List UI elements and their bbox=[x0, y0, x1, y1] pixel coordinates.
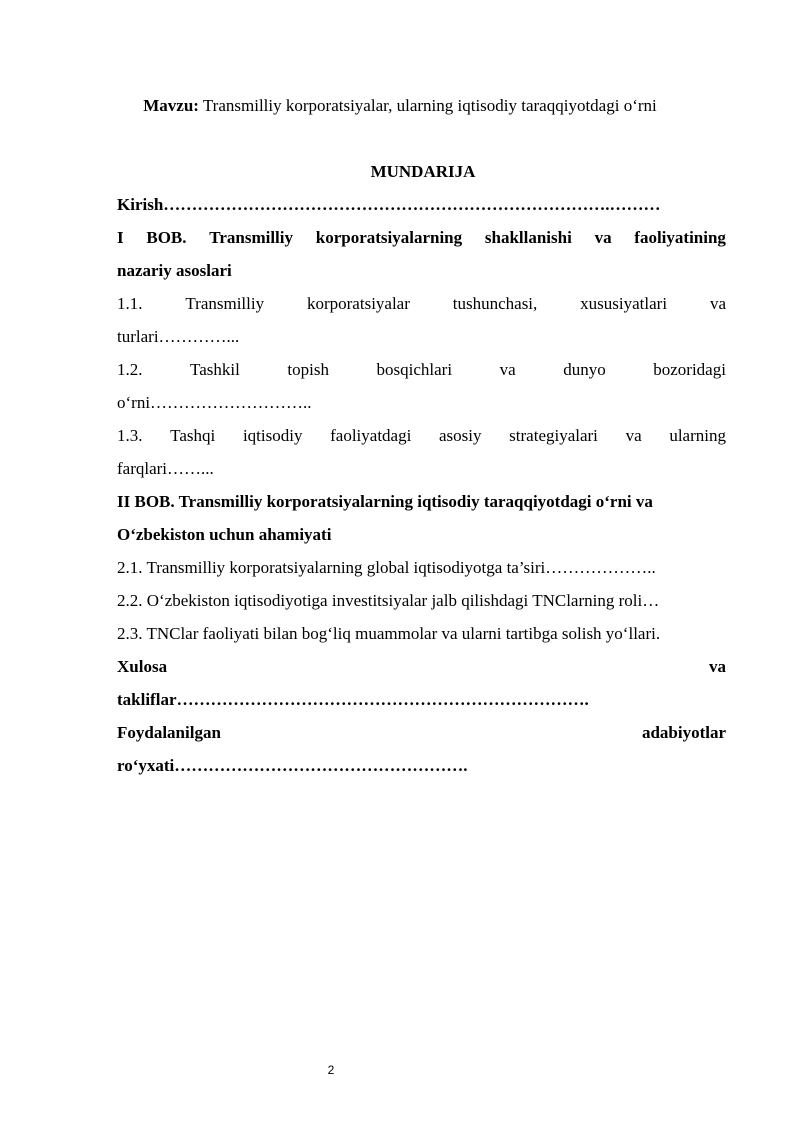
toc-entry-2-3: 2.3. TNClar faoliyati bilan bog‘liq muammolar va ularni tartibga solish yo‘llari. bbox=[117, 624, 661, 643]
toc-entry-1-3-line2: farqlari……... bbox=[117, 459, 214, 478]
toc-entry-bob2-line1: II BOB. Transmilliy korporatsiyalarning iqtisodiy taraqqiyotdagi o‘rni va bbox=[117, 492, 653, 511]
word: dunyo bbox=[563, 360, 606, 379]
toc-entry-xulosa-line2: takliflar………………………………………………………………. bbox=[117, 690, 589, 709]
topic-line bbox=[0, 96, 800, 116]
word: va bbox=[709, 657, 726, 676]
word: korporatsiyalar bbox=[306, 294, 410, 313]
toc-entry-2-1: 2.1. Transmilliy korporatsiyalarning global iqtisodiyotga ta’siri……………….. bbox=[117, 558, 656, 577]
toc-entry-1-3-line1 bbox=[117, 419, 726, 452]
toc-entry-bob2-line2: O‘zbekiston uchun ahamiyati bbox=[117, 525, 332, 544]
word: strategiyalari bbox=[509, 426, 598, 445]
word: 1.1. bbox=[117, 294, 143, 313]
word: va bbox=[625, 426, 642, 445]
toc-entry-2-2: 2.2. O‘zbekiston iqtisodiyotiga investitsiyalar jalb qilishdagi TNClarning roli… bbox=[117, 591, 660, 610]
word: tushunchasi, bbox=[452, 294, 538, 313]
word: ularning bbox=[669, 426, 726, 445]
word: I bbox=[117, 228, 124, 247]
word: Tashqi bbox=[170, 426, 216, 445]
toc-entry-adabiyotlar-line1 bbox=[117, 716, 726, 749]
toc-entry-1-2-line2: o‘rni……………………….. bbox=[117, 393, 312, 412]
word: bosqichlari bbox=[376, 360, 453, 379]
page-number: 2 bbox=[327, 1063, 335, 1077]
word: 1.3. bbox=[117, 426, 143, 445]
word: korporatsiyalarning bbox=[315, 228, 463, 247]
toc-entry-bob1-line2: nazariy asoslari bbox=[117, 261, 232, 280]
word: faoliyatdagi bbox=[330, 426, 412, 445]
toc-heading: MUNDARIJA bbox=[370, 162, 476, 181]
toc-entry-bob1-line1 bbox=[117, 221, 726, 254]
toc-entry-1-1-line2: turlari…………... bbox=[117, 327, 240, 346]
word: va bbox=[709, 294, 726, 313]
topic-label: Mavzu: bbox=[143, 96, 199, 115]
word: faoliyatining bbox=[634, 228, 726, 247]
word: shakllanishi bbox=[484, 228, 572, 247]
word: iqtisodiy bbox=[242, 426, 303, 445]
toc-entry-xulosa-line1 bbox=[117, 650, 726, 683]
table-of-contents bbox=[117, 188, 726, 782]
word: va bbox=[594, 228, 612, 247]
toc-entry-1-2-line1 bbox=[117, 353, 726, 386]
word: va bbox=[499, 360, 516, 379]
word: xususiyatlari bbox=[580, 294, 668, 313]
word: Transmilliy bbox=[185, 294, 265, 313]
word: BOB. bbox=[146, 228, 187, 247]
word: adabiyotlar bbox=[641, 723, 726, 742]
topic-text: Transmilliy korporatsiyalar, ularning iqtisodiy taraqqiyotdagi o‘rni bbox=[198, 96, 657, 115]
toc-entry-kirish: Kirish…………………………………………………………………….……… bbox=[117, 195, 661, 214]
word: Xulosa bbox=[117, 657, 168, 676]
word: topish bbox=[287, 360, 329, 379]
toc-entry-1-1-line1 bbox=[117, 287, 726, 320]
word: bozoridagi bbox=[653, 360, 726, 379]
word: Transmilliy bbox=[209, 228, 293, 247]
word: Foydalanilgan bbox=[117, 723, 221, 742]
word: Tashkil bbox=[190, 360, 240, 379]
toc-entry-adabiyotlar-line2: ro‘yxati……………………………………………. bbox=[117, 756, 468, 775]
word: 1.2. bbox=[117, 360, 143, 379]
word: asosiy bbox=[439, 426, 482, 445]
